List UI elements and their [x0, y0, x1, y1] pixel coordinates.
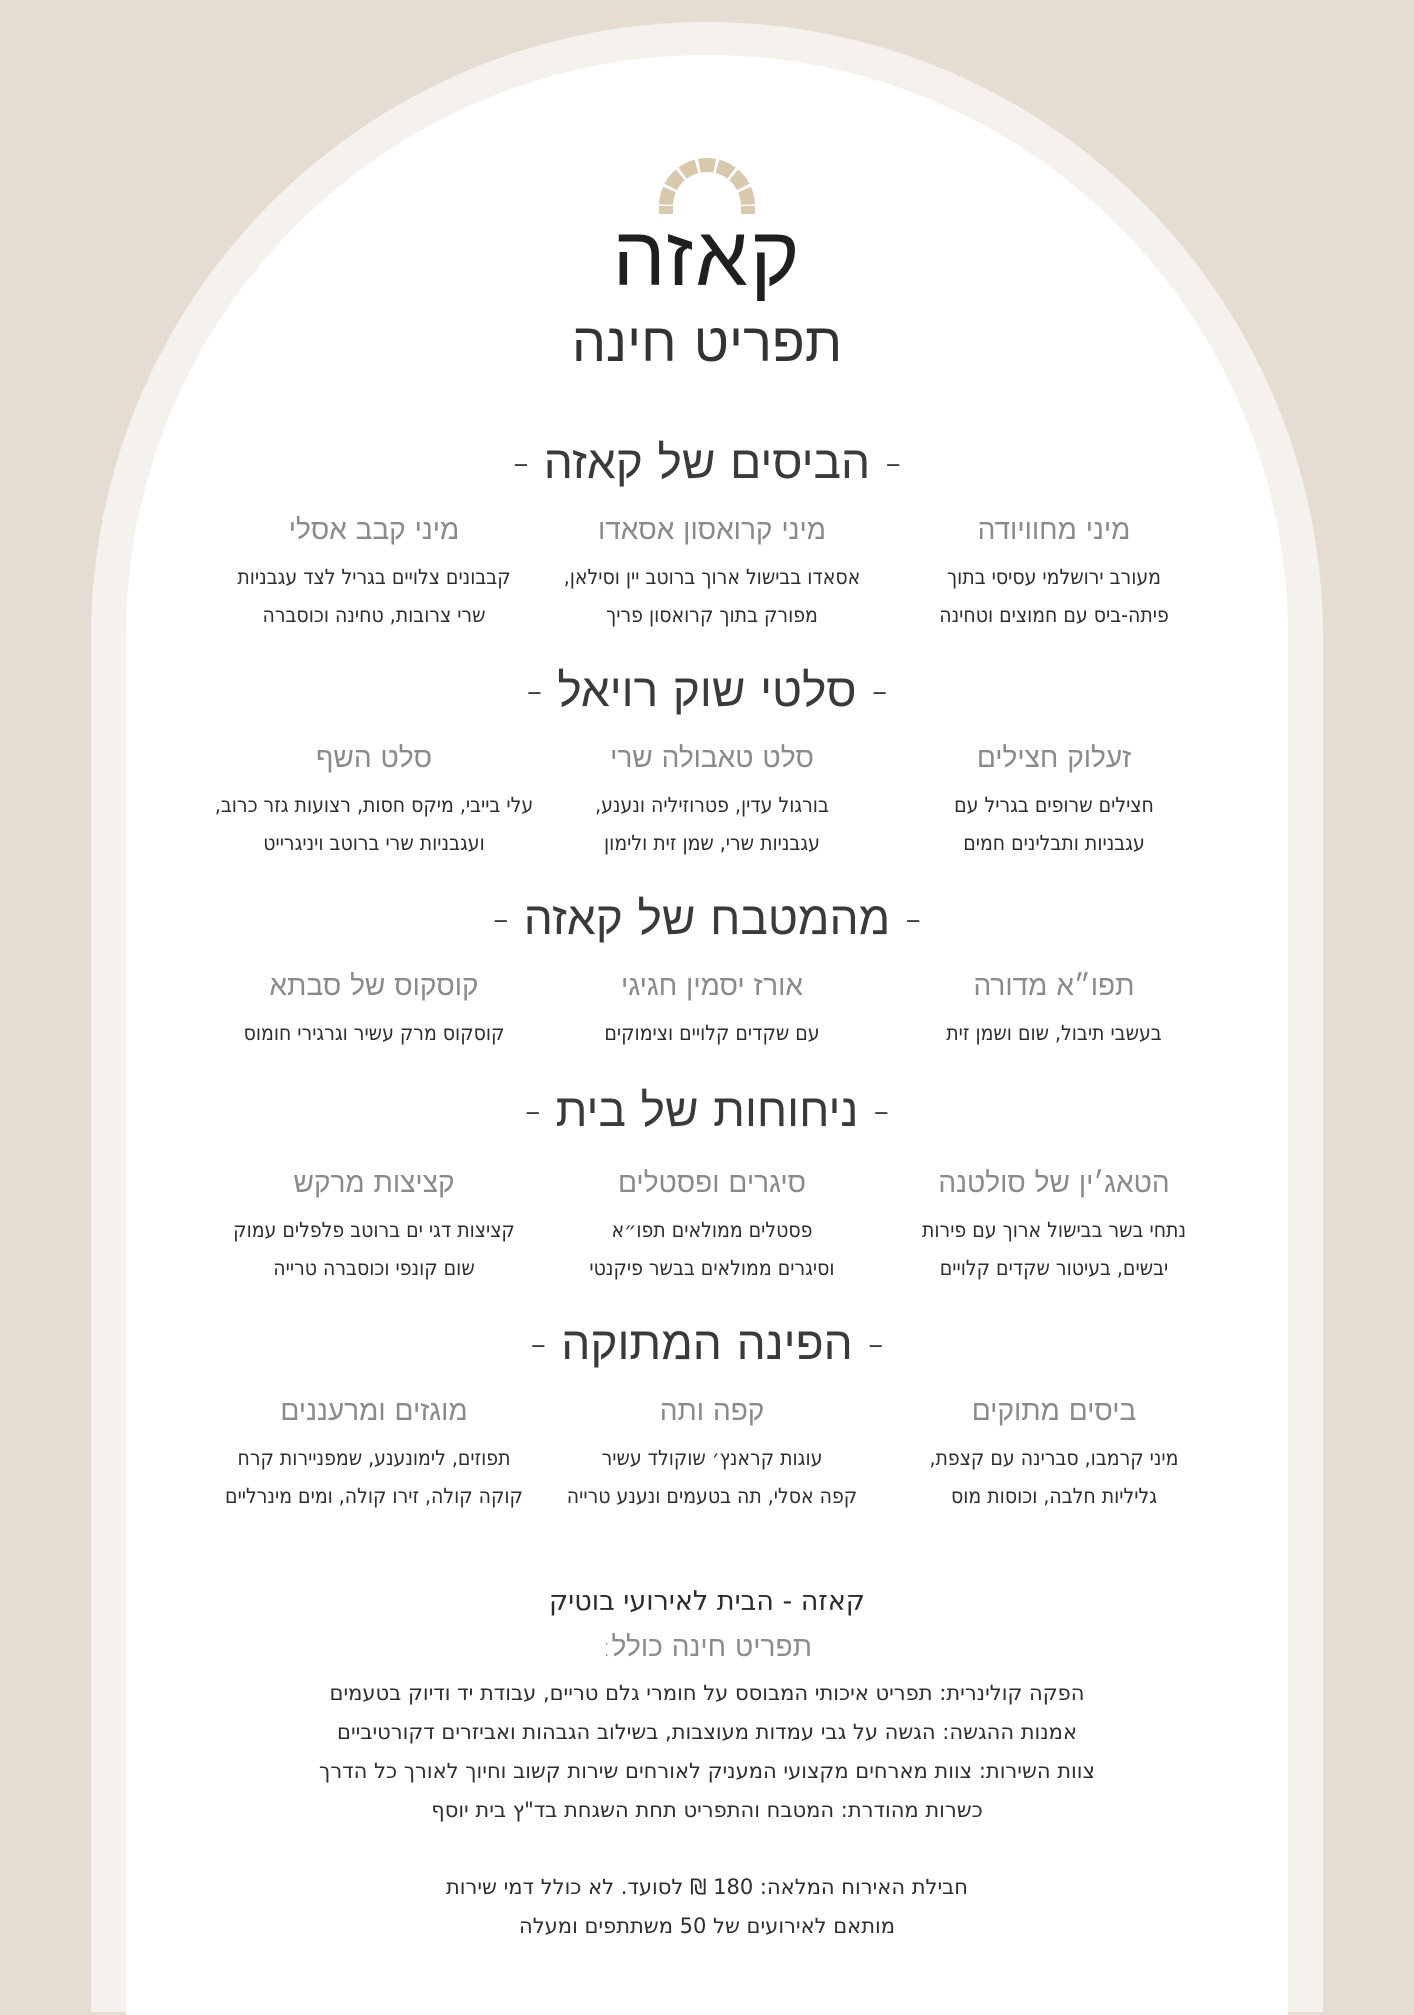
section-title: - סלטי שוק רויאל -: [526, 663, 888, 717]
menu-item-desc: קוקה קולה, זירו קולה, ומים מינרליים: [225, 1484, 523, 1508]
menu-item-desc: מעורב ירושלמי עסיסי בתוך: [946, 565, 1162, 589]
logo-segment: [698, 158, 716, 173]
menu-item-desc: עוגות קראנץ׳ שוקולד עשיר: [601, 1446, 823, 1470]
logo-segment: [729, 170, 749, 191]
section-title: - ניחוחות של בית -: [524, 1083, 890, 1137]
menu-item: [194, 1391, 554, 1515]
menu-item-desc: פסטלים ממולאים תפו״א: [611, 1218, 813, 1242]
menu-item-desc: עלי בייבי, מיקס חסות, רצועות גזר כרוב,: [214, 793, 534, 817]
menu-item-desc: אסאדו בבישול ארוך ברוטב יין וסילאן,: [563, 565, 861, 589]
menu-item-desc: חצילים שרופים בגריל עם: [954, 793, 1154, 817]
menu-item: [194, 966, 554, 1052]
menu-item-name: תפו״א מדורה: [973, 969, 1135, 1002]
menu-item-desc: קפה אסלי, תה בטעמים ונענע טרייה: [566, 1484, 858, 1508]
menu-item: [874, 510, 1234, 634]
menu-item-name: סיגרים ופסטלים: [617, 1166, 806, 1199]
menu-item: [532, 1163, 892, 1287]
menu-item-name: מיני מחוויודה: [977, 513, 1131, 546]
menu-item-name: קוסקוס של סבתא: [269, 969, 479, 1002]
menu-item-desc: עגבניות ותבלינים חמים: [963, 831, 1145, 855]
menu-item-desc: גליליות חלבה, וכוסות מוס: [951, 1484, 1157, 1508]
section-items: [126, 738, 1288, 858]
footer-include-line: אמנות ההגשה: הגשה על גבי עמדות מעוצבות, בשילוב הגבהות ואביזרים דקורטיביים: [337, 1720, 1077, 1744]
menu-item-desc: עגבניות שרי, שמן זית ולימון: [604, 831, 820, 855]
footer-include-line: כשרות מהודרת: המטבח והתפריט תחת השגחת בד"ץ בית יוסף: [431, 1798, 983, 1822]
logo-segment: [738, 187, 755, 205]
logo-segment: [678, 160, 698, 179]
menu-item-desc: יבשים, בעיטור שקדים קלויים: [939, 1256, 1169, 1280]
logo-segment: [665, 170, 685, 191]
menu-item: [532, 1391, 892, 1515]
price-line: חבילת האירוח המלאה: 180 ₪ לסועד. לא כולל דמי שירות: [445, 1875, 969, 1899]
menu-item-name: ביסים מתוקים: [971, 1394, 1137, 1427]
section-items: [126, 1163, 1288, 1283]
section-title: - הביסים של קאזה -: [512, 435, 902, 489]
menu-item: [874, 738, 1234, 862]
section-title: - הפינה המתוקה -: [529, 1316, 885, 1370]
menu-item-desc: בעשבי תיבול, שום ושמן זית: [946, 1021, 1162, 1045]
menu-item-desc: קבבונים צלויים בגריל לצד עגבניות: [237, 565, 511, 589]
menu-item-name: הטאג׳ין של סולטנה: [938, 1166, 1170, 1199]
menu-subtitle: תפריט חינה: [571, 311, 843, 374]
footer-price-block: [126, 1868, 1288, 1946]
logo-segment: [659, 187, 676, 205]
footer-include-line: הפקה קולינרית: תפריט איכותי המבוסס על חומרי גלם טריים, עבודת יד ודיוק בטעמים: [329, 1681, 1085, 1705]
arch-logo-icon: [657, 128, 757, 214]
footer-includes-list: [126, 1674, 1288, 1830]
menu-item-desc: מפורק בתוך קרואסון פריך: [606, 603, 818, 627]
menu-item-desc: ועגבניות שרי ברוטב ויניגרייט: [263, 831, 485, 855]
menu-item-name: קפה ותה: [659, 1394, 765, 1427]
menu-item-name: סלט השף: [315, 741, 432, 774]
menu-item: [194, 1163, 554, 1287]
menu-item-name: מיני קבב אסלי: [288, 513, 460, 546]
menu-item: [532, 966, 892, 1052]
menu-item-desc: קוסקוס מרק עשיר וגרגירי חומוס: [243, 1021, 505, 1045]
footer-includes-title: תפריט חינה כולל:: [602, 1630, 812, 1663]
menu-item-desc: שרי צרובות, טחינה וכוסברה: [262, 603, 486, 627]
menu-item: [532, 510, 892, 634]
footer-brand-line: קאזה - הבית לאירועי בוטיק: [549, 1586, 865, 1617]
menu-item: [194, 738, 554, 862]
menu-item-name: מיני קרואסון אסאדו: [597, 513, 827, 546]
menu-item-name: אורז יסמין חגיגי: [621, 969, 803, 1002]
menu-item-name: סלט טאבולה שרי: [610, 741, 814, 774]
footer-include-line: צוות השירות: צוות מארחים מקצועי המעניק לאורחים שירות קשוב וחיוך לאורך כל הדרך: [319, 1759, 1095, 1783]
menu-item: [194, 510, 554, 634]
menu-item-desc: מיני קרמבו, סברינה עם קצפת,: [929, 1446, 1179, 1470]
menu-item-name: זעלוק חצילים: [976, 741, 1132, 774]
menu-item-desc: עם שקדים קלויים וצימוקים: [604, 1021, 820, 1045]
section-items: [126, 966, 1288, 1086]
menu-item: [874, 966, 1234, 1052]
menu-item-desc: קציצות דגי ים ברוטב פלפלים עמוק: [233, 1218, 515, 1242]
menu-item-desc: נתחי בשר בבישול ארוך עם פירות: [921, 1218, 1187, 1242]
menu-item: [532, 738, 892, 862]
menu-item-name: מוגזים ומרעננים: [280, 1394, 468, 1427]
menu-item: [874, 1163, 1234, 1287]
menu-item-desc: פיתה-ביס עם חמוצים וטחינה: [939, 603, 1169, 627]
menu-item-name: קציצות מרקש: [293, 1166, 455, 1199]
section-title: - מהמטבח של קאזה -: [492, 891, 922, 945]
logo-segment: [716, 160, 736, 179]
section-items: [126, 510, 1288, 630]
menu-item: [874, 1391, 1234, 1515]
menu-item-desc: וסיגרים ממולאים בבשר פיקנטי: [589, 1256, 835, 1280]
menu-item-desc: בורגול עדין, פטרוזיליה ונענע,: [595, 793, 829, 817]
menu-item-desc: תפוזים, לימונענע, שמפניירות קרח: [237, 1446, 511, 1470]
menu-item-desc: שום קונפי וכוסברה טרייה: [273, 1256, 475, 1280]
menu-content: [126, 0, 1288, 2000]
brand-name: קאזה: [612, 207, 802, 305]
capacity-line: מותאם לאירועים של 50 משתתפים ומעלה: [519, 1914, 895, 1938]
section-items: [126, 1391, 1288, 1511]
